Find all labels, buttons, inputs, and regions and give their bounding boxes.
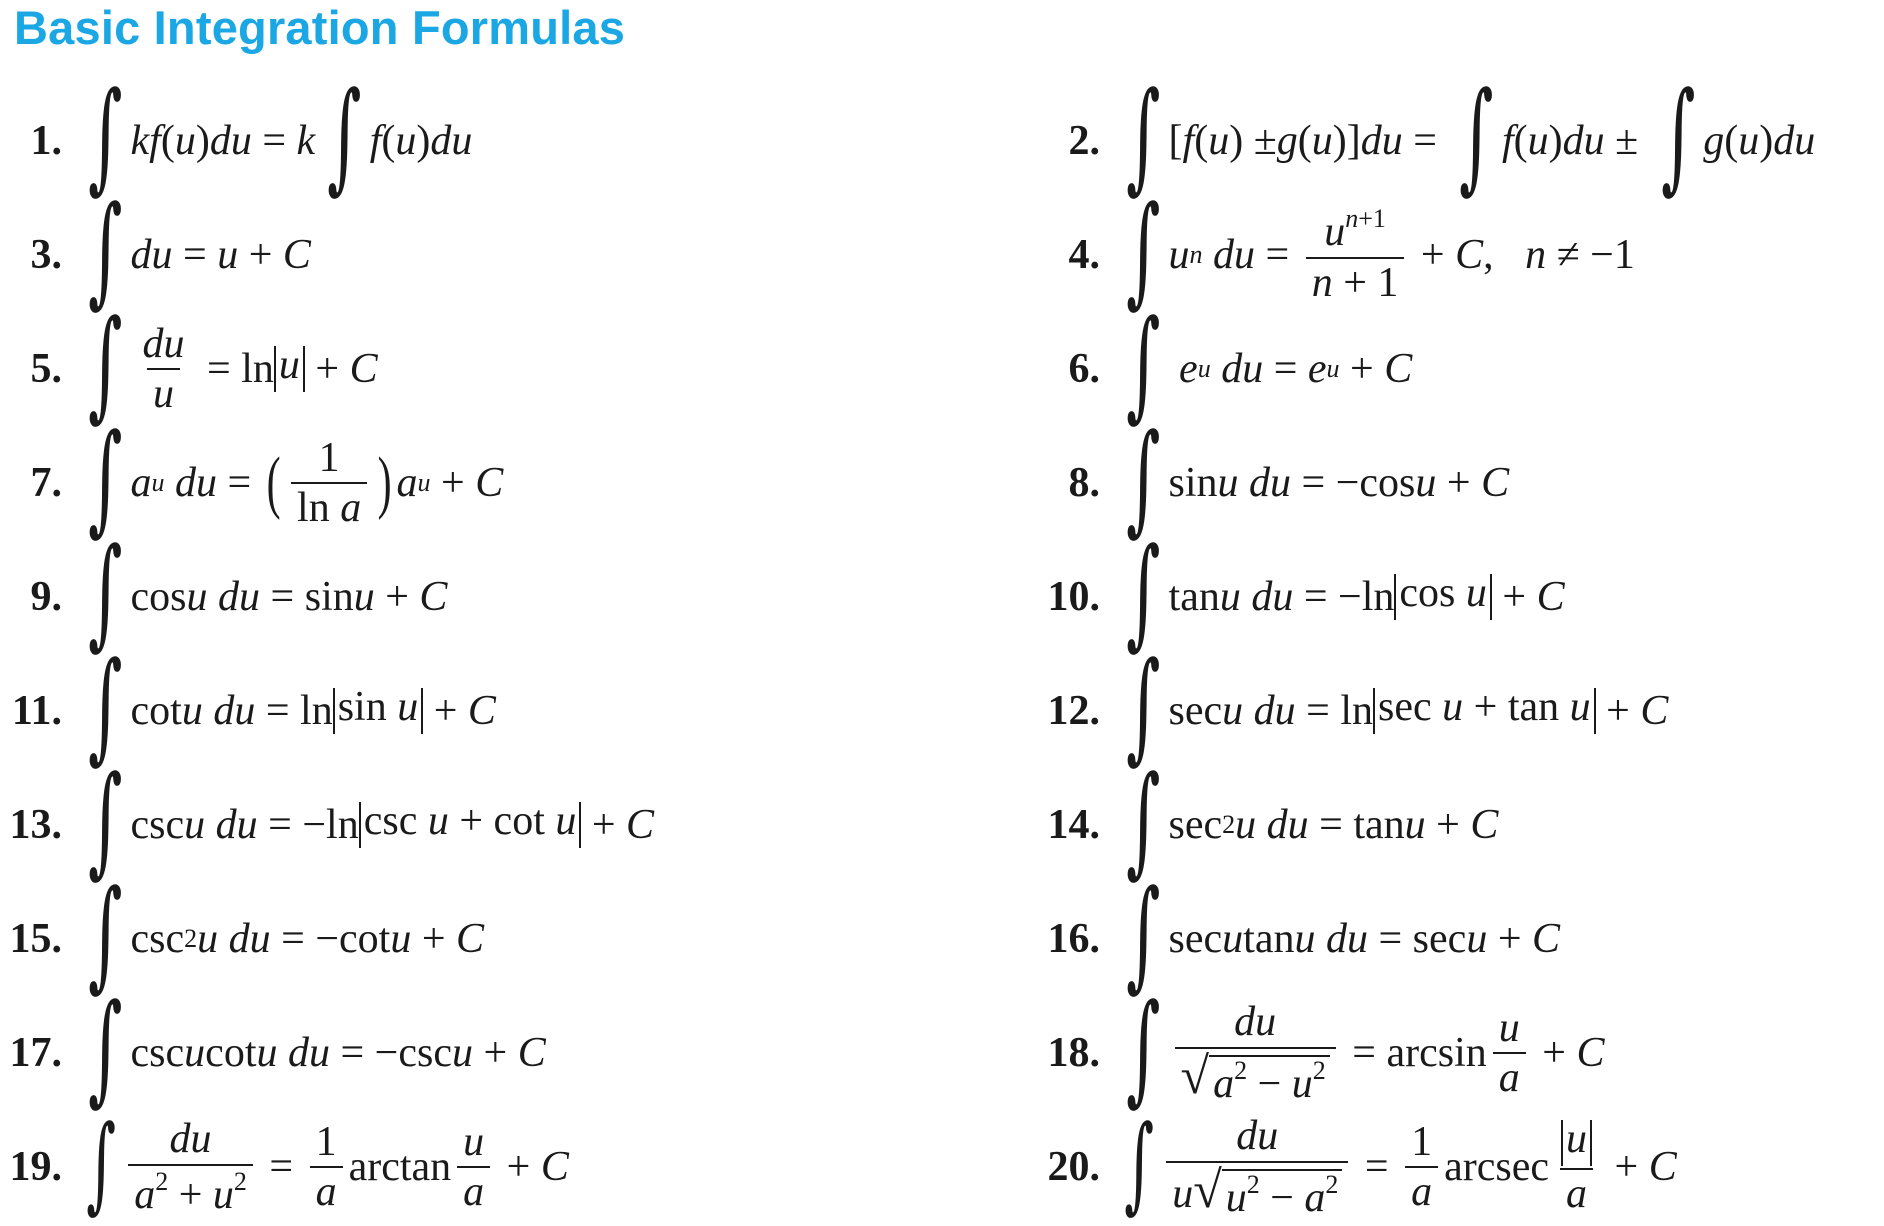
formula-number: 5. [30,346,62,392]
formula-number: 16. [1047,916,1100,962]
formula-18: 18. ∫ du √ $a^2 - u^2$ = arcsin $\frac{u}{a}$ + C [0,996,1604,1110]
formula-8: 8. ∫ sin u du = −cos u + C [0,426,1509,540]
integral-sign: ∫ [1126,409,1161,548]
formula-1: 1. ∫ kf ( u ) du = k ∫ f ( u ) du [0,84,472,198]
formula-number: 9. [30,574,62,620]
formula-4: 4. ∫ u n du = $\frac{u^{n+1}}{n + 1}$ + C , n ≠ −1 [0,198,1635,312]
formula-9: 9. ∫ cos u du = sin u + C [0,540,447,654]
integral-sign: ∫ [88,181,123,320]
integral-sign: ∫ [88,979,123,1118]
integral-sign: ∫ [1126,295,1161,434]
integral-sign: ∫ [88,523,123,662]
formula-number: 18. [1047,1030,1100,1076]
integral-sign: ∫ [88,865,123,1004]
formula-number: 17. [9,1030,62,1076]
formula-number: 13. [9,802,62,848]
formula-number: 6. [1068,346,1100,392]
formula-7: 7. ∫ a u du = ( $\frac{1}{\text{ln a}}$ ) a u + C [0,426,503,540]
formula-number: 11. [11,688,62,734]
integral-sign: ∫ [1124,1102,1154,1224]
integral-sign: ∫ [88,751,123,890]
integral-sign: ∫ [1660,67,1696,206]
formula-number: 4. [1068,232,1100,278]
formula-number: 15. [9,916,62,962]
integral-sign: ∫ [1126,67,1161,206]
integral-sign: ∫ [88,67,123,206]
page-title: Basic Integration Formulas [14,1,626,54]
formula-15: 15. ∫ csc 2 u du = −cot u + C [0,882,484,996]
formula-number: 20. [1047,1144,1100,1190]
formula-11: 11. ∫ cot u du = ln sin u + C [0,654,496,768]
integral-sign: ∫ [86,1102,116,1224]
formula-number: 10. [1047,574,1100,620]
formula-19: 19. ∫ $\frac{du}{a^2 + u^2}$ = $\frac{1}{a}$ arctan $\frac{u}{a}$ + C [0,1110,569,1224]
formula-number: 8. [1068,460,1100,506]
formula-16: 16. ∫ sec u tan u du = sec u + C [0,882,1560,996]
formula-number: 1. [30,118,62,164]
integral-sign: ∫ [88,637,123,776]
formula-number: 3. [30,232,62,278]
integral-sign: ∫ [1126,523,1161,662]
formula-10: 10. ∫ tan u du = −ln cos u + C [0,540,1565,654]
integral-sign: ∫ [1126,979,1161,1118]
formula-20: 20. ∫ du u √ $u^2 - a^2$ = $\frac{1}{a}$ arcsec $\frac{u}{a}$ + C [0,1110,1677,1224]
formula-2: 2. ∫ [ f ( u ) ± g ( u )] du = ∫ f ( u ) du ± ∫ g ( u ) du [0,84,1815,198]
formula-number: 14. [1047,802,1100,848]
integral-sign: ∫ [1126,181,1161,320]
formula-number: 7. [30,460,62,506]
integral-sign: ∫ [1126,637,1161,776]
formula-12: 12. ∫ sec u du = ln sec u + tan u + C [0,654,1668,768]
formula-5: 5. ∫ $\frac{du}{u}$ = ln u + C [0,312,378,426]
formula-number: 2. [1068,118,1100,164]
formula-17: 17. ∫ csc u cot u du = −csc u + C [0,996,546,1110]
integral-sign: ∫ [1126,751,1161,890]
integral-sign: ∫ [1126,865,1161,1004]
integral-sign: ∫ [327,67,362,206]
formula-14: 14. ∫ sec 2 u du = tan u + C [0,768,1498,882]
integral-sign: ∫ [88,295,123,434]
formula-number: 12. [1047,688,1100,734]
integral-sign: ∫ [1459,67,1494,206]
formula-13: 13. ∫ csc u du = −ln csc u + cot u + C [0,768,654,882]
formula-6: 6. ∫ e u du = e u + C [0,312,1412,426]
formula-number: 19. [9,1144,62,1190]
integral-sign: ∫ [88,409,123,548]
formula-3: 3. ∫ du = u + C [0,198,311,312]
